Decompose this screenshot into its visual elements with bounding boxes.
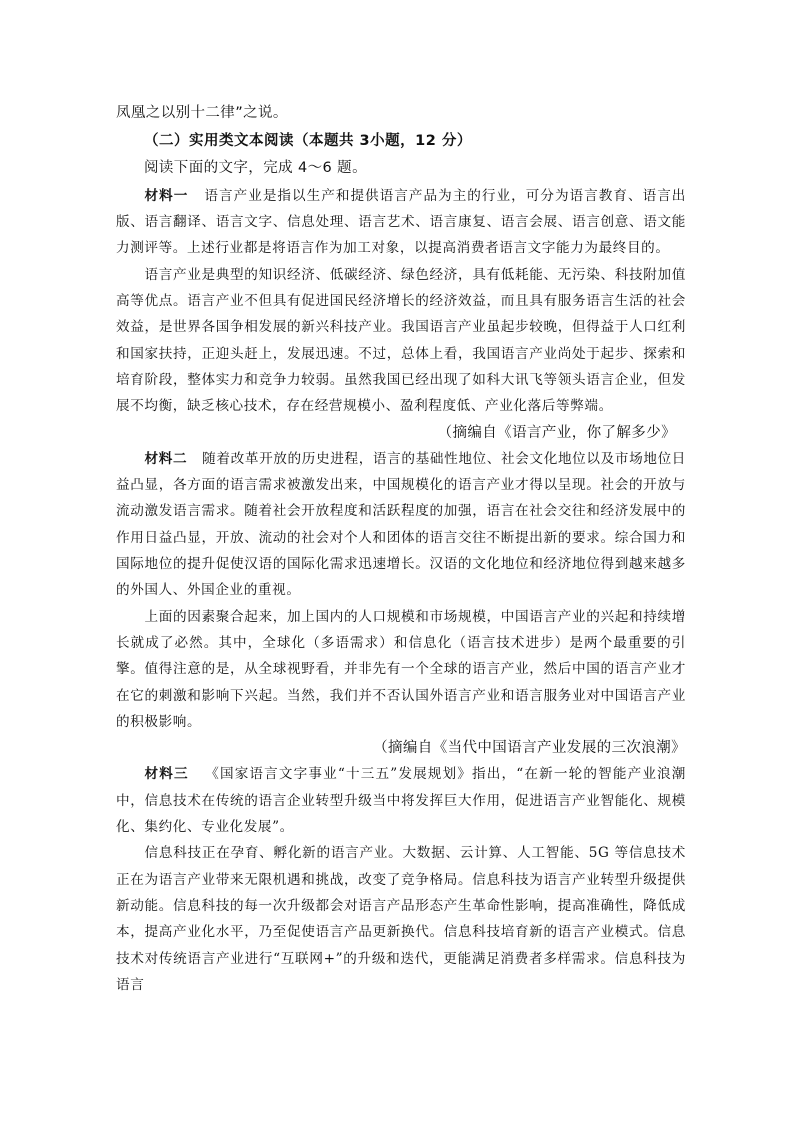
material-1-paragraph-2: 语言产业是典型的知识经济、低碳经济、绿色经济，具有低耗能、无污染、科技附加值高等优点。语言产业不但具有促进国民经济增长的经济效益，而且具有服务语言生活的社会效益，是世界各国争相发展的新兴科技产业。我国语言产业虽起步较晚，但得益于人口红利和国家扶持，正迎头赶上，发展迅速。不过，总体上看，我国语言产业尚处于起步、探索和培育阶段，整体实力和竞争力较弱。虽然我国已经出现了如科大讯飞等领头语言企业，但发展不均衡，缺乏核心技术，存在经营规模小、盈利程度低、产业化落后等弊端。 — [116, 266, 686, 415]
material-3-text-1: 《国家语言文字事业“十三五”发展规划》指出，“在新一轮的智能产业浪潮中，信息技术在传统的语言企业转型升级当中将发挥巨大作用，促进语言产业智能化、规模化、集约化、专业化发展”。 — [116, 766, 686, 836]
material-3-paragraph-2: 信息科技正在孕育、孵化新的语言产业。大数据、云计算、人工智能、5G 等信息技术正在为语言产业带来无限机遇和挑战，改变了竞争格局。信息科技为语言产业转型升级提供新动能。信息科技的每一次升级都会对语言产品形态产生革命性影响，提高准确性，降低成本，提高产业化水平，乃至促使语言产品更新换代。信息科技培育新的语言产业模式。信息技术对传统语言产业进行“互联网+”的升级和迭代，更能满足消费者多样需求。信息科技为语言 — [116, 845, 686, 993]
material-3-paragraph-1 — [116, 761, 686, 840]
material-1-label: 材料一 — [144, 187, 189, 204]
section-heading: （二）实用类文本阅读（本题共 3小题，12 分） — [144, 133, 472, 150]
material-2-label: 材料二 — [144, 450, 188, 467]
material-1-paragraph-1 — [116, 183, 686, 262]
continuation-text: 凤凰之以别十二律”之说。 — [116, 105, 288, 121]
material-1-text-1: 语言产业是指以生产和提供语言产品为主的行业，可分为语言教育、语言出版、语言翻译、语言文字、信息处理、语言艺术、语言康复、语言会展、语言创意、语文能力测评等。上述行业都是将语言作为加工对象，以提高消费者语言文字能力为最终目的。 — [116, 187, 686, 257]
section-instruction: 阅读下面的文字，完成 4～6 题。 — [144, 159, 367, 176]
material-2-paragraph-1 — [116, 446, 686, 604]
material-2-text-1: 随着改革开放的历史进程，语言的基础性地位、社会文化地位以及市场地位日益凸显，各方面的语言需求被激发出来，中国规模化的语言产业才得以呈现。社会的开放与流动激发语言需求。随着社会开放程度和活跃程度的加强，语言在社会交往和经济发展中的作用日益凸显，开放、流动的社会对个人和团体的语言交往不断提出新的要求。综合国力和国际地位的提升促使汉语的国际化需求迅速增长。汉语的文化地位和经济地位得到越来越多的外国人、外国企业的重视。 — [116, 450, 686, 599]
document-body — [116, 100, 686, 998]
material-1-source: （摘编自《语言产业，你了解多少》 — [437, 424, 676, 441]
material-2-source: （摘编自《当代中国语言产业发展的三次浪潮》 — [373, 740, 686, 757]
material-3-label: 材料三 — [144, 766, 189, 783]
material-2-paragraph-2: 上面的因素聚合起来，加上国内的人口规模和市场规模，中国语言产业的兴起和持续增长就成了必然。其中，全球化（多语需求）和信息化（语言技术进步）是两个最重要的引擎。值得注意的是，从全球视野看，并非先有一个全球的语言产业，然后中国的语言产业才在它的刺激和影响下兴起。当然，我们并不否认国外语言产业和语言服务业对中国语言产业的积极影响。 — [116, 608, 686, 730]
